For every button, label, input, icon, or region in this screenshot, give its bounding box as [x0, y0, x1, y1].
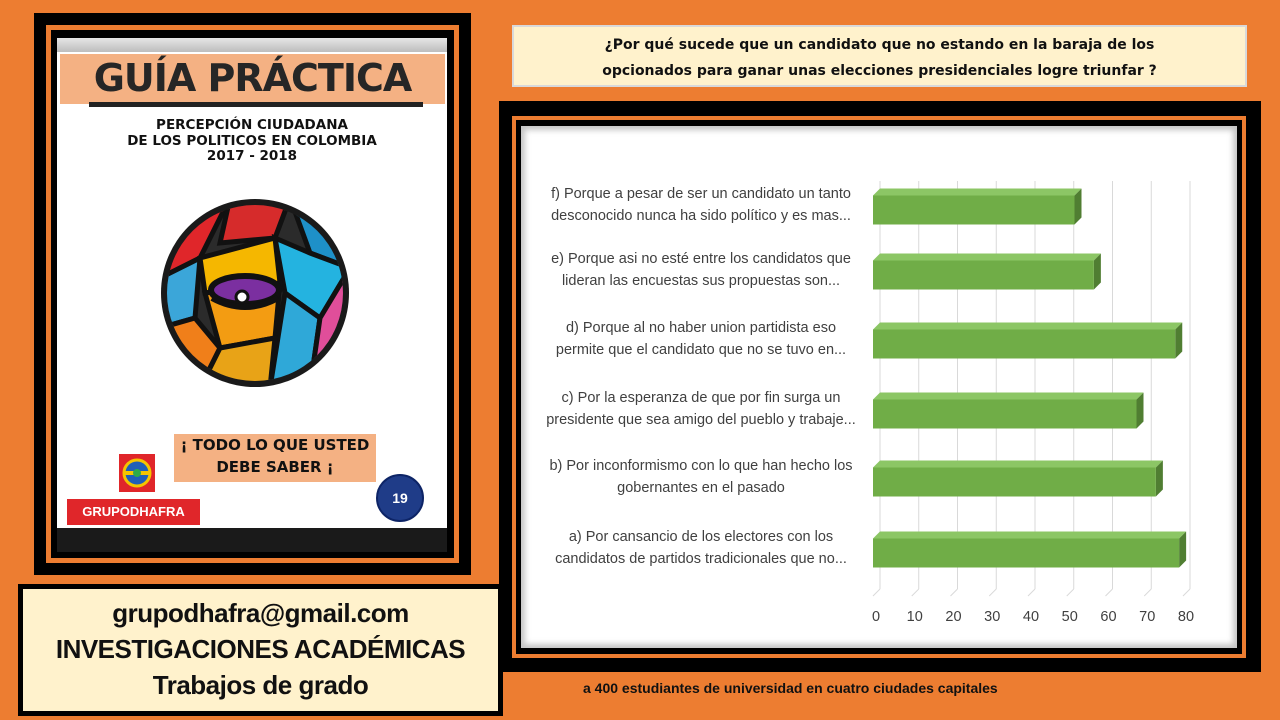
todo-line: DEBE SABER ¡ — [216, 458, 334, 476]
bar-top — [873, 323, 1182, 330]
bar — [873, 539, 1179, 568]
category-label — [521, 387, 881, 431]
contact-line-trabajos: Trabajos de grado — [152, 670, 369, 700]
category-label — [521, 248, 881, 292]
survey-question-box — [512, 25, 1247, 87]
gridline-floor — [989, 589, 996, 596]
cover-title: GUÍA PRÁCTICA — [93, 56, 412, 100]
question-line: ¿Por qué sucede que un candidato que no estando en la baraja de los — [604, 37, 1155, 53]
cover-top-line — [57, 38, 447, 52]
title-band — [60, 54, 445, 104]
category-label-line: f) Porque a pesar de ser un candidato un tanto — [551, 186, 851, 202]
grupodhafra-badge: GRUPODHAFRA — [67, 499, 200, 525]
bar-top — [873, 393, 1144, 400]
cover-bottom-band — [57, 528, 447, 552]
x-tick-label: 40 — [1022, 609, 1040, 625]
x-tick-label: 60 — [1100, 609, 1117, 625]
todo-line: ¡ TODO LO QUE USTED — [180, 436, 370, 454]
x-tick-label: 10 — [906, 609, 923, 625]
category-label — [521, 183, 881, 227]
todo-lo-que-usted-box — [174, 434, 376, 482]
x-tick-label: 80 — [1177, 609, 1195, 625]
bar — [873, 330, 1175, 359]
category-label-line: candidatos de partidos tradicionales que no... — [555, 551, 847, 567]
cover-subtitle — [57, 118, 447, 165]
gridline-floor — [1183, 589, 1190, 596]
book-cover — [57, 38, 447, 528]
category-label-line: a) Por cansancio de los electores con los — [568, 529, 834, 545]
category-label-line: lideran las encuestas sus propuestas son... — [561, 273, 841, 289]
category-label — [521, 455, 881, 499]
bar — [873, 468, 1156, 497]
category-label-line: c) Por la esperanza de que por fin surga un — [561, 390, 841, 406]
grupodhafra-logo-icon — [119, 454, 155, 492]
subtitle-line: 2017 - 2018 — [206, 148, 298, 164]
x-tick-label: 20 — [945, 609, 962, 625]
x-tick-label: 30 — [984, 609, 1001, 625]
category-label — [521, 526, 881, 570]
bar — [873, 261, 1094, 290]
gridline-floor — [912, 589, 919, 596]
x-tick-label: 70 — [1139, 609, 1156, 625]
x-tick-label: 50 — [1061, 609, 1078, 625]
gridline-floor — [1106, 589, 1113, 596]
category-label-line: e) Porque asi no esté entre los candidatos que — [551, 251, 851, 267]
gridline-floor — [1144, 589, 1151, 596]
x-tick-label: 0 — [871, 609, 881, 625]
bar-top — [873, 461, 1163, 468]
question-line: opcionados para ganar unas elecciones presidenciales logre triunfar ? — [602, 63, 1157, 79]
contact-line-investigaciones: INVESTIGACIONES ACADÉMICAS — [55, 634, 466, 664]
subtitle-line: PERCEPCIÓN CIUDADANA — [156, 117, 348, 133]
issue-number-badge: 19 — [376, 474, 424, 522]
gridline-floor — [1067, 589, 1074, 596]
survey-footnote: a 400 estudiantes de universidad en cuatro ciudades capitales — [583, 680, 998, 696]
contact-box — [23, 589, 498, 711]
stained-glass-face-emblem — [160, 198, 350, 388]
bar-top — [873, 532, 1186, 539]
category-label — [521, 317, 881, 361]
bar — [873, 196, 1075, 225]
gridline-floor — [1028, 589, 1035, 596]
category-label-line: d) Porque al no haber union partidista eso — [565, 320, 837, 336]
contact-email: grupodhafra@gmail.com — [112, 598, 409, 628]
gridline-floor — [951, 589, 958, 596]
category-label-line: desconocido nunca ha sido político y es mas... — [551, 208, 851, 224]
bar-top — [873, 189, 1082, 196]
category-label-line: b) Por inconformismo con lo que han hecho los — [549, 458, 853, 474]
category-label-line: permite que el candidato que no se tuvo en... — [555, 342, 847, 358]
subtitle-line: DE LOS POLITICOS EN COLOMBIA — [127, 132, 377, 149]
gridline-floor — [873, 589, 880, 596]
bar — [873, 400, 1137, 429]
category-label-line: presidente que sea amigo del pueblo y trabaje... — [546, 412, 856, 428]
title-underline — [89, 102, 423, 107]
bar-top — [873, 254, 1101, 261]
category-label-line: gobernantes en el pasado — [617, 480, 785, 496]
